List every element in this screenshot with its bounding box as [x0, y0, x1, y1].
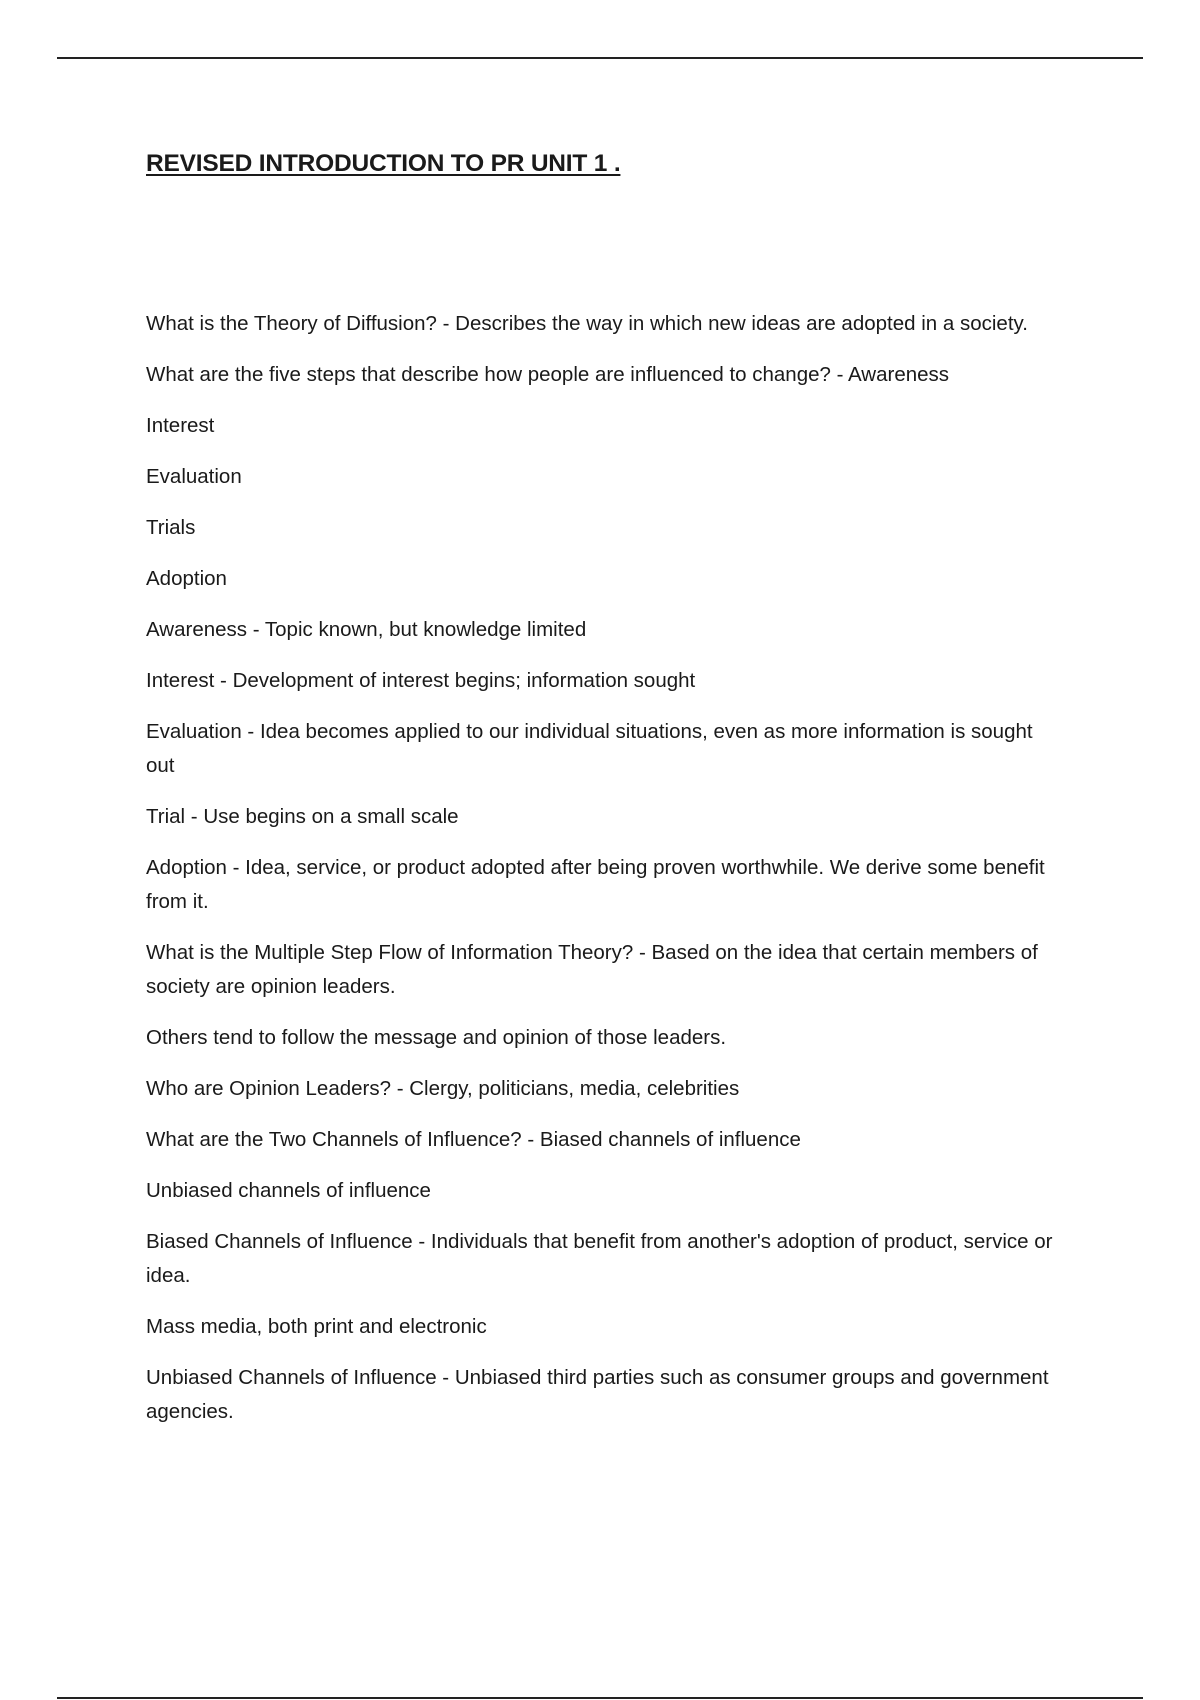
- paragraph: What is the Multiple Step Flow of Information Theory? - Based on the idea that certain members of society are opinion leaders.: [146, 941, 1038, 998]
- paragraph: Evaluation - Idea becomes applied to our individual situations, even as more information is sought out: [146, 720, 1033, 777]
- paragraph: Adoption: [146, 567, 227, 590]
- paragraph: Others tend to follow the message and opinion of those leaders.: [146, 1026, 727, 1049]
- paragraph: Who are Opinion Leaders? - Clergy, politicians, media, celebrities: [146, 1077, 740, 1100]
- paragraph: Trial - Use begins on a small scale: [146, 805, 459, 828]
- top-rule: [57, 57, 1143, 59]
- bottom-rule: [57, 1697, 1143, 1699]
- paragraph: Biased Channels of Influence - Individuals that benefit from another's adoption of product, service or idea.: [146, 1230, 1053, 1287]
- document-body: [146, 307, 1066, 1446]
- paragraph: Evaluation: [146, 465, 242, 488]
- paragraph: What are the Two Channels of Influence? - Biased channels of influence: [146, 1128, 801, 1151]
- paragraph: Unbiased Channels of Influence - Unbiased third parties such as consumer groups and government agencies.: [146, 1366, 1049, 1423]
- paragraph: Interest: [146, 414, 215, 437]
- paragraph: Mass media, both print and electronic: [146, 1315, 487, 1338]
- paragraph: What is the Theory of Diffusion? - Describes the way in which new ideas are adopted in a society.: [146, 312, 1028, 335]
- paragraph: Trials: [146, 516, 196, 539]
- paragraph: Unbiased channels of influence: [146, 1179, 431, 1202]
- paragraph: Awareness - Topic known, but knowledge limited: [146, 618, 587, 641]
- paragraph: Interest - Development of interest begins; information sought: [146, 669, 696, 692]
- paragraph: What are the five steps that describe how people are influenced to change? - Awareness: [146, 363, 950, 386]
- document-title: REVISED INTRODUCTION TO PR UNIT 1 .: [146, 150, 621, 177]
- paragraph: Adoption - Idea, service, or product adopted after being proven worthwhile. We derive some benefit from it.: [146, 856, 1045, 913]
